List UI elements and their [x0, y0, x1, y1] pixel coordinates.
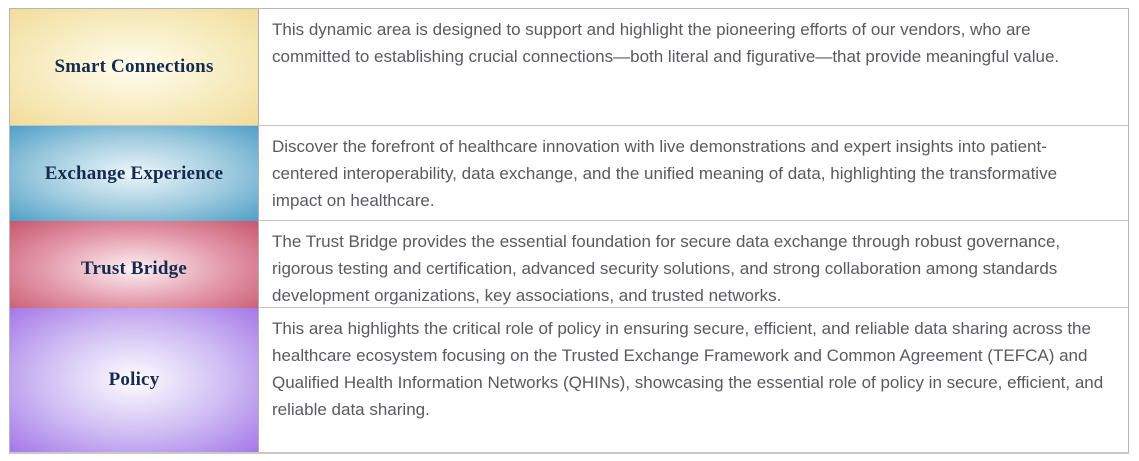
- row-label: Smart Connections: [54, 56, 214, 77]
- row-label-cell: [10, 308, 259, 452]
- row-description-cell: [259, 221, 1128, 316]
- row-label-cell: [10, 126, 259, 221]
- table-row: [10, 9, 1128, 125]
- row-description-cell: [259, 308, 1128, 452]
- row-label: Exchange Experience: [44, 162, 224, 184]
- table-row: [10, 125, 1128, 220]
- row-description-cell: [259, 9, 1128, 125]
- table-row: [10, 220, 1128, 307]
- row-label-cell: [10, 9, 259, 125]
- row-description: The Trust Bridge provides the essential foundation for secure data exchange through robust governance, rigorous testing and certification, advanced security solutions, and strong collaboration among standards development organizations, key associations, and trusted networks.: [272, 232, 1061, 305]
- row-description: Discover the forefront of healthcare innovation with live demonstrations and expert insights into patient-centered interoperability, data exchange, and the unified meaning of data, highlighting the transformative impact on healthcare.: [272, 137, 1058, 210]
- row-description: This dynamic area is designed to support and highlight the pioneering efforts of our vendors, who are committed to establishing crucial connections—both literal and figurative—that provide meaningful value.: [272, 20, 1060, 66]
- row-label-cell: [10, 221, 259, 316]
- table-row: [10, 307, 1128, 452]
- topics-table: [9, 8, 1129, 454]
- row-description: This area highlights the critical role of policy in ensuring secure, efficient, and reliable data sharing across the healthcare ecosystem focusing on the Trusted Exchange Framework and Common Agreement (TEFCA) and Qualified Health Information Networks (QHINs), showcasing the essential role of policy in secure, efficient, and reliable data sharing.: [272, 319, 1104, 419]
- row-label: Trust Bridge: [80, 257, 188, 279]
- row-description-cell: [259, 126, 1128, 221]
- row-label: Policy: [108, 369, 160, 390]
